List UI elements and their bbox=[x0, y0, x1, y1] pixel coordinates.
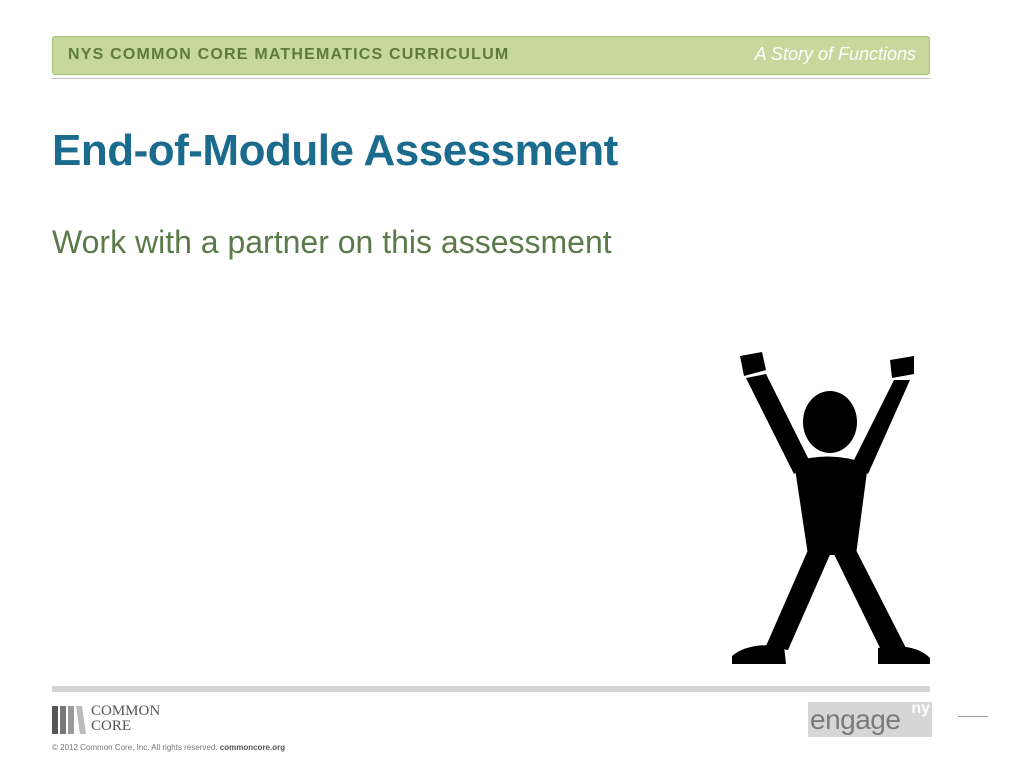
copyright-notice: © 2012 Common Core, Inc. All rights reserved. commoncore.org bbox=[52, 743, 286, 752]
engageny-logo: engage ny bbox=[810, 700, 930, 735]
common-core-logo bbox=[52, 704, 182, 736]
common-core-logo-icon bbox=[52, 706, 86, 734]
series-label: A Story of Functions bbox=[754, 44, 916, 64]
curriculum-label: NYS COMMON CORE MATHEMATICS CURRICULUM bbox=[68, 46, 510, 63]
header-bar bbox=[52, 36, 930, 75]
slide-title: End-of-Module Assessment bbox=[52, 126, 618, 175]
person-arms-raised-icon bbox=[728, 350, 934, 668]
slide-subtitle: Work with a partner on this assessment bbox=[52, 224, 612, 260]
copyright-link[interactable]: commoncore.org bbox=[219, 743, 286, 752]
footer-divider bbox=[52, 686, 930, 692]
common-core-wordmark: COMMON CORE bbox=[91, 703, 161, 734]
slide-marker bbox=[958, 716, 988, 717]
header-divider bbox=[52, 78, 930, 79]
